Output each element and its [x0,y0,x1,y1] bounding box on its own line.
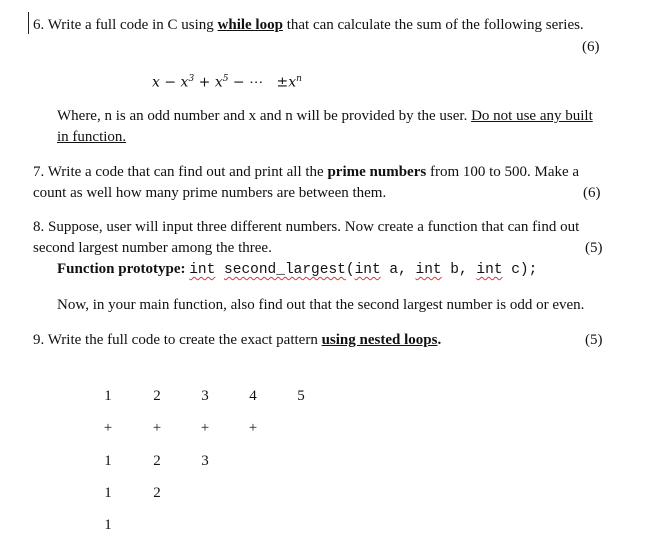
q8-marks: (5) [585,240,603,256]
code-param: a, [380,262,416,278]
q8-main-line: Now, in your main function, also find out that the second largest number is odd or even. [57,297,585,313]
q6-do-not-use: Do not use any built [471,108,593,124]
q6-series-formula [152,70,302,92]
q6-while-loop: while loop [217,17,283,33]
q7-line1 [33,163,579,181]
series-term-x: x [180,74,189,91]
pattern-cell: + [103,420,113,436]
q6-text-after: that can calculate the sum of the following series. [282,17,584,33]
series-exp: 3 [188,74,195,84]
q7-line2: count as well how many prime numbers are between them. [33,185,387,201]
code-keyword: int [354,262,381,278]
code-param: b, [441,262,477,278]
pattern-cell: 3 [201,453,209,469]
q6-where-line [57,107,593,125]
pattern-cell: + [248,420,258,436]
q6-text-before: 6. Write a full code in C using [33,17,218,33]
code-param: c); [502,262,538,278]
q6-marks: (6) [582,39,600,55]
q8-line1: 8. Suppose, user will input three different numbers. Now create a function that can find out [33,219,580,235]
code-paren: ( [345,262,355,278]
pattern-cell: 1 [104,388,112,404]
pattern-cell: 2 [153,485,161,501]
series-op: − ⋯ ± [228,74,289,91]
q7-marks: (6) [583,185,601,201]
q9-period: . [437,332,442,348]
series-term-x: x [152,74,160,91]
q9-text-before: 9. Write the full code to create the exact pattern [33,332,322,348]
code-keyword: int [476,262,503,278]
series-op: − [159,74,181,91]
pattern-cell: 1 [104,517,112,533]
series-term-x: x [214,74,223,91]
series-op: + [194,74,215,91]
pattern-cell: 4 [249,388,257,404]
pattern-cell: 1 [104,485,112,501]
q6-line1 [33,16,584,34]
q8-prototype-code [189,262,537,278]
pattern-cell: 2 [153,453,161,469]
code-function-name: second_largest [224,262,346,278]
q6-where-text: Where, n is an odd number and x and n will be provided by the user. [57,108,472,124]
q7-text-after: from 100 to 500. Make a [426,164,580,180]
pattern-cell: + [200,420,210,436]
code-keyword: int [415,262,442,278]
series-exp: n [296,74,302,84]
q7-prime-numbers: prime numbers [327,164,427,180]
q6-in-function: in function. [57,129,127,145]
q9-line1 [33,331,441,349]
q8-line2: second largest number among the three. [33,240,272,256]
q8-prototype-line [57,260,537,279]
q9-marks: (5) [585,332,603,348]
text-cursor [28,12,29,34]
pattern-cell: + [152,420,162,436]
series-term-x: x [288,74,297,91]
code-keyword: int [189,262,216,278]
q7-text-before: 7. Write a code that can find out and print all the [33,164,328,180]
pattern-cell: 5 [297,388,305,404]
q8-prototype-label: Function prototype: [57,261,186,277]
series-exp: 5 [222,74,229,84]
q9-nested-loops: using nested loops [321,332,438,348]
pattern-cell: 1 [104,453,112,469]
pattern-cell: 2 [153,388,161,404]
pattern-cell: 3 [201,388,209,404]
